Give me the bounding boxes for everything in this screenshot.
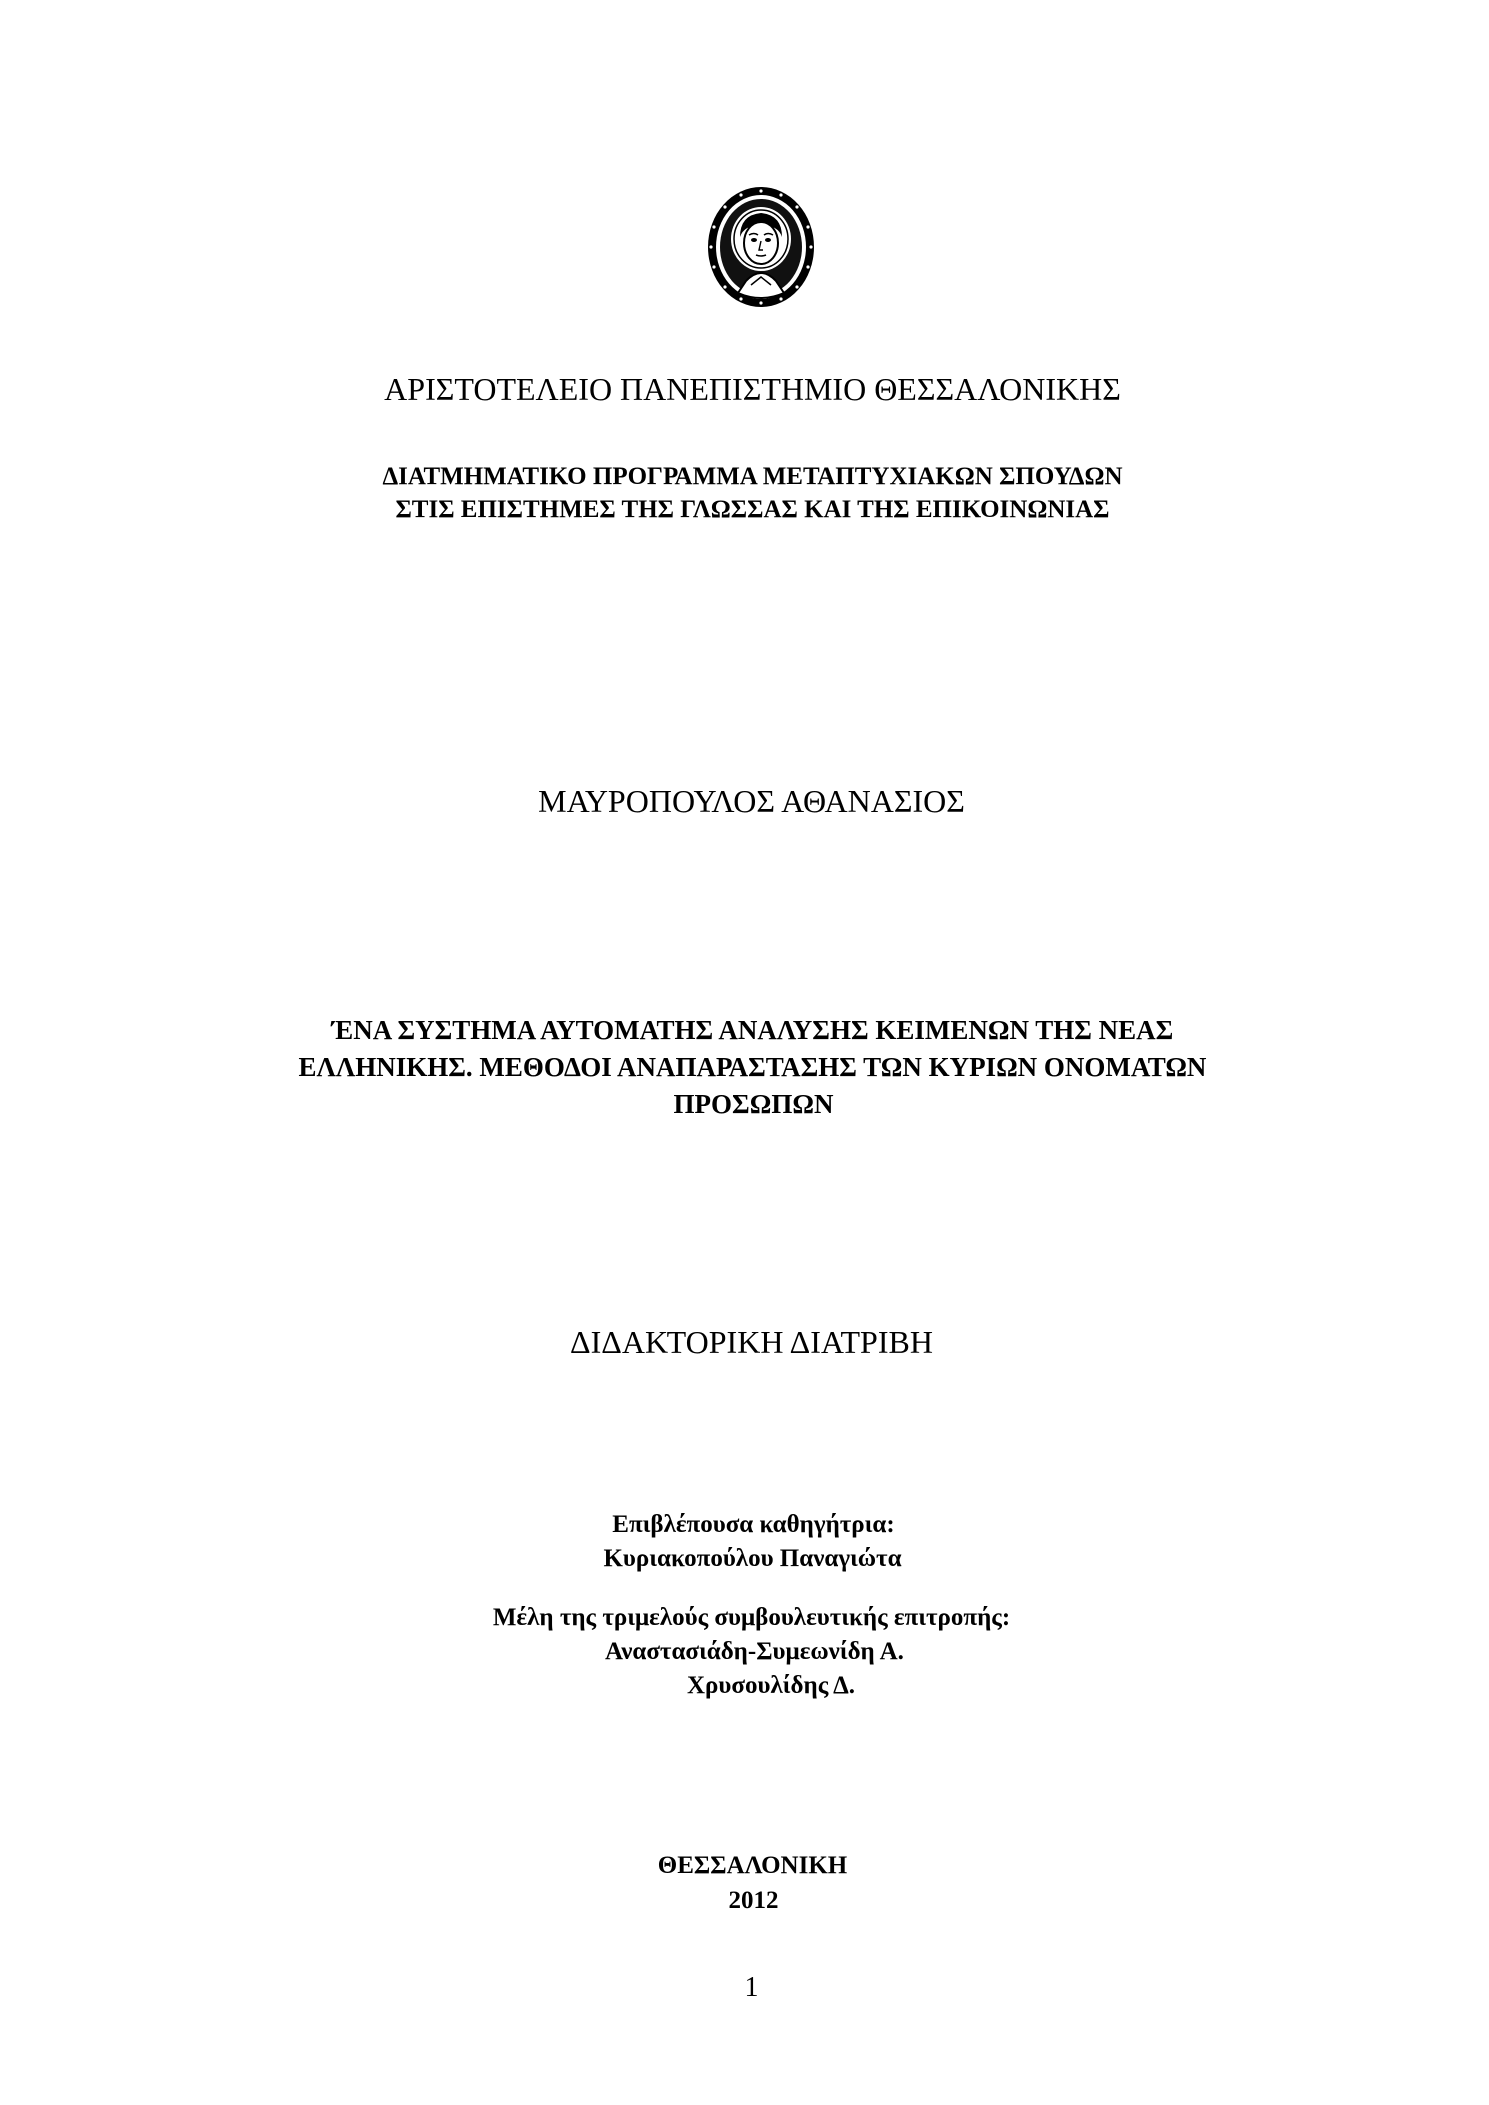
thesis-title-line-3: ΠΡΟΣΩΠΩΝ: [673, 1089, 834, 1119]
university-seal-icon: [706, 185, 816, 309]
committee-label: Μέλη της τριμελούς συμβουλευτικής επιτροπής:: [492, 1604, 1011, 1631]
city: ΘΕΣΣΑΛΟΝΙΚΗ: [657, 1852, 848, 1879]
thesis-title-line-1: ΈΝΑ ΣΥΣΤΗΜΑ ΑΥΤΟΜΑΤΗΣ ΑΝΑΛΥΣΗΣ ΚΕΙΜΕΝΩΝ ΤΗΣ ΝΕΑΣ: [331, 1015, 1174, 1045]
program-line-1: ΔΙΑΤΜΗΜΑΤΙΚΟ ΠΡΟΓΡΑΜΜΑ ΜΕΤΑΠΤΥΧΙΑΚΩΝ ΣΠΟΥΔΩΝ: [382, 463, 1123, 490]
page-number: 1: [744, 1972, 759, 2003]
author-name: ΜΑΥΡΟΠΟΥΛΟΣ ΑΘΑΝΑΣΙΟΣ: [538, 783, 965, 819]
supervisor-name: Κυριακοπούλου Παναγιώτα: [603, 1545, 902, 1572]
committee-member-2: Χρυσουλίδης Δ.: [687, 1672, 856, 1699]
thesis-title-line-2: ΕΛΛΗΝΙΚΗΣ. ΜΕΘΟΔΟΙ ΑΝΑΠΑΡΑΣΤΑΣΗΣ ΤΩΝ ΚΥΡΙΩΝ ΟΝΟΜΑΤΩΝ: [298, 1052, 1207, 1082]
year: 2012: [728, 1887, 779, 1914]
university-name: ΑΡΙΣΤΟΤΕΛΕΙΟ ΠΑΝΕΠΙΣΤΗΜΙΟ ΘΕΣΣΑΛΟΝΙΚΗΣ: [384, 371, 1121, 407]
program-line-2: ΣΤΙΣ ΕΠΙΣΤΗΜΕΣ ΤΗΣ ΓΛΩΣΣΑΣ ΚΑΙ ΤΗΣ ΕΠΙΚΟΙΝΩΝΙΑΣ: [395, 496, 1110, 523]
supervisor-label: Επιβλέπουσα καθηγήτρια:: [612, 1511, 895, 1538]
degree-type: ΔΙΔΑΚΤΟΡΙΚΗ ΔΙΑΤΡΙΒΗ: [570, 1324, 933, 1360]
committee-member-1: Αναστασιάδη-Συμεωνίδη Α.: [605, 1638, 904, 1665]
